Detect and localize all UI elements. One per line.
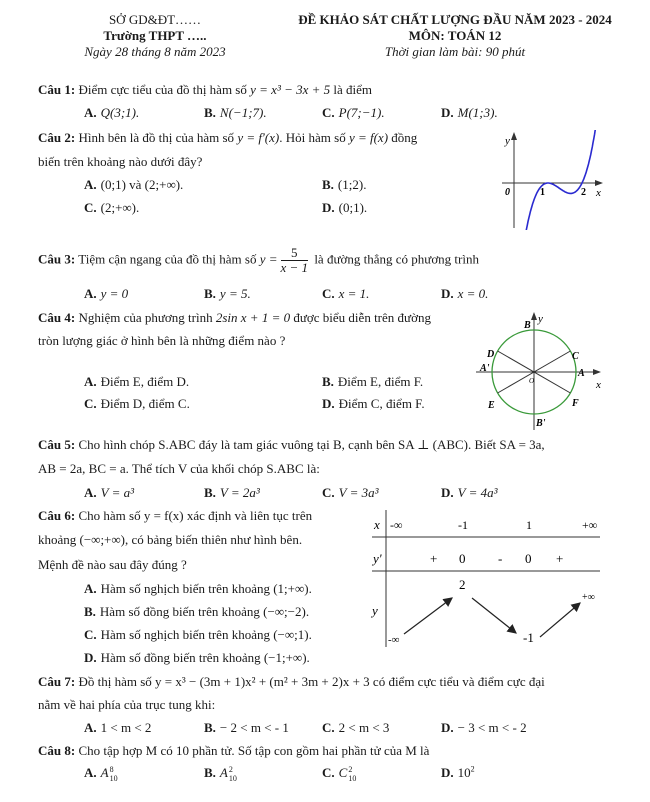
x-axis-label: x bbox=[596, 379, 601, 391]
x-axis-arrow-icon bbox=[593, 369, 601, 375]
question-text: Điểm cực tiểu của đồ thị hàm số bbox=[78, 82, 247, 97]
question-text-line2: khoảng (−∞;+∞), có bảng biến thiên như hình bên. bbox=[38, 532, 303, 547]
option-text: V = 3a³ bbox=[338, 485, 379, 500]
question-text-after: là điểm bbox=[333, 82, 373, 97]
question-label: Câu 5: bbox=[38, 437, 76, 452]
option-b[interactable] bbox=[204, 719, 289, 736]
option-text: 2 < m < 3 bbox=[338, 720, 390, 735]
option-label: A. bbox=[84, 286, 97, 301]
option-superscript: 2 bbox=[470, 764, 475, 774]
option-a[interactable] bbox=[84, 484, 134, 501]
option-label: A. bbox=[84, 105, 97, 120]
option-label: B. bbox=[204, 286, 216, 301]
option-label: B. bbox=[204, 765, 216, 780]
option-label: D. bbox=[84, 650, 97, 665]
y-axis-arrow-icon bbox=[511, 132, 517, 140]
question-formula-1: y = f′(x) bbox=[237, 130, 280, 145]
question-text-line2: nằm về hai phía của trục tung khi: bbox=[38, 697, 216, 712]
option-text: Hàm số nghịch biến trên khoảng (−∞;1). bbox=[100, 627, 312, 642]
option-text: N(−1;7). bbox=[219, 105, 267, 120]
option-label: D. bbox=[441, 765, 454, 780]
option-text: Hàm số đồng biến trên khoảng (−1;+∞). bbox=[100, 650, 310, 665]
question-text-after: là đường thẳng có phương trình bbox=[314, 251, 479, 267]
option-text: − 2 < m < - 1 bbox=[219, 720, 289, 735]
question-label: Câu 6: bbox=[38, 508, 76, 523]
option-text: x = 0. bbox=[457, 286, 489, 301]
option-c[interactable] bbox=[322, 285, 369, 302]
option-c[interactable] bbox=[84, 395, 190, 412]
question-text-line3: Mệnh đề nào sau đây đúng ? bbox=[38, 557, 187, 572]
fraction bbox=[281, 246, 309, 275]
option-indices bbox=[110, 765, 118, 783]
option-subscript: 10 bbox=[348, 774, 357, 784]
increasing-arrow-icon bbox=[404, 598, 452, 634]
increasing-arrow-icon bbox=[540, 603, 580, 637]
trig-circle bbox=[470, 310, 610, 435]
y-value-max: 2 bbox=[459, 577, 466, 592]
question-label: Câu 7: bbox=[38, 674, 76, 689]
y-value-end: +∞ bbox=[582, 592, 595, 603]
option-b[interactable] bbox=[322, 373, 423, 390]
exam-date: Ngày 28 tháng 8 năm 2023 bbox=[84, 44, 226, 59]
option-subscript: 10 bbox=[228, 774, 237, 784]
option-a[interactable] bbox=[84, 719, 151, 736]
option-text: Điểm E, điểm F. bbox=[337, 374, 424, 389]
y-value-min: -1 bbox=[523, 630, 534, 645]
option-text: M(1;3). bbox=[457, 105, 498, 120]
option-c[interactable] bbox=[322, 764, 356, 783]
option-label: A. bbox=[84, 177, 97, 192]
school-name: Trường THPT ….. bbox=[103, 28, 207, 43]
question-text: Cho hàm số y = f(x) xác định và liên tục trên bbox=[78, 508, 313, 523]
option-label: B. bbox=[204, 485, 216, 500]
option-text: (0;1). bbox=[338, 200, 368, 215]
point-F-label: F bbox=[572, 398, 579, 409]
option-text: P(7;−1). bbox=[338, 105, 385, 120]
option-text: Điểm C, điểm F. bbox=[338, 396, 425, 411]
option-b[interactable] bbox=[204, 285, 251, 302]
x-value: 1 bbox=[526, 518, 532, 532]
question-label: Câu 2: bbox=[38, 130, 76, 145]
exam-subject: MÔN: TOÁN 12 bbox=[408, 28, 502, 43]
option-label: A. bbox=[84, 720, 97, 735]
option-label: C. bbox=[322, 105, 335, 120]
option-superscript: 8 bbox=[109, 765, 114, 775]
option-label: B. bbox=[322, 177, 334, 192]
option-a[interactable] bbox=[84, 285, 128, 302]
y-prime-sign: + bbox=[430, 551, 438, 566]
derivative-graph bbox=[500, 130, 610, 230]
exam-title: ĐỀ KHẢO SÁT CHẤT LƯỢNG ĐẦU NĂM 2023 - 2024 bbox=[298, 12, 612, 27]
option-text: V = 4a³ bbox=[457, 485, 498, 500]
question-text: Cho tập hợp M có 10 phần tử. Số tập con gồm hai phần tử của M là bbox=[78, 743, 430, 758]
point-A-prime-label: A' bbox=[480, 363, 490, 374]
fraction-numerator: 5 bbox=[281, 246, 309, 261]
option-text: V = 2a³ bbox=[219, 485, 260, 500]
option-superscript: 2 bbox=[348, 765, 353, 775]
option-a[interactable] bbox=[84, 764, 118, 783]
row-label-x: x bbox=[374, 517, 380, 532]
question-text: Nghiệm của phương trình bbox=[78, 310, 213, 325]
point-C-label: C bbox=[572, 351, 579, 362]
option-text: Q(3;1). bbox=[100, 105, 140, 120]
option-label: D. bbox=[441, 485, 454, 500]
option-label: C. bbox=[84, 627, 97, 642]
question-text-mid: . Hỏi hàm số bbox=[279, 130, 346, 145]
option-d[interactable] bbox=[441, 719, 527, 736]
option-b[interactable] bbox=[84, 603, 309, 620]
y-axis-label: y bbox=[505, 135, 510, 147]
option-a[interactable] bbox=[84, 373, 189, 390]
question-text-line2: AB = 2a, BC = a. Thể tích V của khối chóp S.ABC là: bbox=[38, 461, 320, 476]
option-label: C. bbox=[322, 765, 335, 780]
derivative-curve bbox=[524, 130, 601, 230]
option-label: C. bbox=[322, 720, 335, 735]
x-value: -∞ bbox=[390, 518, 403, 532]
point-E-label: E bbox=[488, 400, 495, 411]
tick-label-2: 2 bbox=[581, 187, 586, 198]
option-text: (2;+∞). bbox=[100, 200, 140, 215]
option-d[interactable] bbox=[441, 285, 488, 302]
option-text: − 3 < m < - 2 bbox=[457, 720, 527, 735]
option-text: Điểm E, điểm D. bbox=[100, 374, 190, 389]
option-label: A. bbox=[84, 485, 97, 500]
option-text: Hàm số nghịch biến trên khoảng (1;+∞). bbox=[100, 581, 312, 596]
option-d[interactable] bbox=[322, 395, 425, 412]
question-text: Hình bên là đồ thị của hàm số bbox=[78, 130, 235, 145]
option-base: 10 bbox=[457, 765, 471, 780]
option-superscript: 2 bbox=[228, 765, 233, 775]
option-d[interactable] bbox=[322, 199, 367, 216]
option-d[interactable] bbox=[441, 104, 498, 121]
variation-table bbox=[360, 505, 620, 655]
decreasing-arrow-icon bbox=[472, 598, 516, 633]
option-subscript: 10 bbox=[109, 774, 118, 784]
option-a[interactable] bbox=[84, 580, 312, 597]
option-base: A bbox=[100, 765, 109, 780]
option-label: D. bbox=[441, 105, 454, 120]
option-b[interactable] bbox=[204, 484, 260, 501]
question-formula-2: y = f(x) bbox=[348, 130, 389, 145]
question-label: Câu 3: bbox=[38, 251, 76, 267]
option-label: D. bbox=[441, 720, 454, 735]
question-text: Cho hình chóp S.ABC đáy là tam giác vuông tại B, cạnh bên SA ⊥ (ABC). Biết SA = 3a, bbox=[78, 437, 545, 452]
option-label: C. bbox=[84, 200, 97, 215]
origin-label: 0 bbox=[505, 187, 510, 198]
option-label: D. bbox=[322, 200, 335, 215]
y-prime-value: 0 bbox=[525, 551, 532, 566]
option-text: Hàm số đồng biến trên khoảng (−∞;−2). bbox=[99, 604, 310, 619]
option-c[interactable] bbox=[322, 104, 385, 121]
question-text-after: được biểu diễn trên đường bbox=[293, 310, 431, 325]
point-B-label: B bbox=[524, 320, 531, 331]
point-A-label: A bbox=[578, 368, 585, 379]
point-D-label: D bbox=[487, 349, 495, 360]
question-label: Câu 4: bbox=[38, 310, 76, 325]
option-c[interactable] bbox=[322, 484, 379, 501]
option-label: B. bbox=[204, 105, 216, 120]
question-text: Tiệm cận ngang của đồ thị hàm số bbox=[78, 251, 257, 267]
option-base: C bbox=[338, 765, 348, 780]
fraction-denominator: x − 1 bbox=[280, 260, 309, 275]
y-prime-sign: + bbox=[556, 551, 564, 566]
exam-duration: Thời gian làm bài: 90 phút bbox=[384, 44, 526, 59]
option-label: C. bbox=[84, 396, 97, 411]
option-text: Điểm D, điểm C. bbox=[100, 396, 190, 411]
option-a[interactable] bbox=[84, 104, 139, 121]
option-label: C. bbox=[322, 286, 335, 301]
option-c[interactable] bbox=[322, 719, 389, 736]
row-label-y: y bbox=[372, 603, 378, 618]
option-text: V = a³ bbox=[100, 485, 135, 500]
option-label: A. bbox=[84, 765, 97, 780]
option-label: A. bbox=[84, 581, 97, 596]
option-text: y = 5. bbox=[219, 286, 251, 301]
question-text-line2: biến trên khoảng nào dưới đây? bbox=[38, 154, 203, 169]
option-b[interactable] bbox=[322, 176, 366, 193]
option-text: y = 0 bbox=[100, 286, 129, 301]
option-label: D. bbox=[441, 286, 454, 301]
option-label: B. bbox=[204, 720, 216, 735]
option-indices bbox=[348, 765, 356, 783]
option-text: (0;1) và (2;+∞). bbox=[100, 177, 184, 192]
option-indices bbox=[229, 765, 237, 783]
option-text: x = 1. bbox=[338, 286, 370, 301]
option-text: 1 < m < 2 bbox=[100, 720, 152, 735]
option-label: C. bbox=[322, 485, 335, 500]
x-value: -1 bbox=[458, 518, 468, 532]
option-b[interactable] bbox=[204, 104, 267, 121]
option-base: A bbox=[219, 765, 228, 780]
option-d[interactable] bbox=[441, 764, 475, 781]
question-label: Câu 1: bbox=[38, 82, 76, 97]
y-prime-sign: - bbox=[498, 551, 503, 566]
point-B-prime-label: B' bbox=[536, 418, 546, 429]
origin-label: O bbox=[529, 377, 535, 385]
question-formula: y = x³ − 3x + 5 bbox=[250, 82, 331, 97]
question-text-line2: tròn lượng giác ở hình bên là những điểm nào ? bbox=[38, 333, 286, 348]
x-value: +∞ bbox=[582, 518, 598, 532]
y-prime-value: 0 bbox=[459, 551, 466, 566]
y-axis-label: y bbox=[538, 313, 543, 325]
x-axis-label: x bbox=[596, 187, 601, 199]
question-text-after: đồng bbox=[391, 130, 418, 145]
question-formula: 2sin x + 1 = 0 bbox=[215, 310, 291, 325]
y-value-start: -∞ bbox=[388, 634, 400, 646]
option-d[interactable] bbox=[441, 484, 498, 501]
question-formula-lhs: y = bbox=[259, 251, 278, 267]
option-c[interactable] bbox=[84, 626, 312, 643]
department: SỞ GD&ĐT…… bbox=[108, 12, 202, 27]
option-label: B. bbox=[322, 374, 334, 389]
tick-label-1: 1 bbox=[540, 187, 545, 198]
option-c[interactable] bbox=[84, 199, 139, 216]
option-b[interactable] bbox=[204, 764, 237, 783]
option-d[interactable] bbox=[84, 649, 310, 666]
row-label-y-prime: y' bbox=[373, 551, 382, 566]
option-text: (1;2). bbox=[337, 177, 367, 192]
option-label: B. bbox=[84, 604, 96, 619]
x-axis-arrow-icon bbox=[595, 180, 603, 186]
y-axis-arrow-icon bbox=[531, 312, 537, 320]
option-label: A. bbox=[84, 374, 97, 389]
option-a[interactable] bbox=[84, 176, 183, 193]
option-label: D. bbox=[322, 396, 335, 411]
question-label: Câu 8: bbox=[38, 743, 76, 758]
question-text: Đồ thị hàm số y = x³ − (3m + 1)x² + (m² + 3m + 2)x + 3 có điểm cực tiểu và điểm cực đại bbox=[78, 674, 545, 689]
